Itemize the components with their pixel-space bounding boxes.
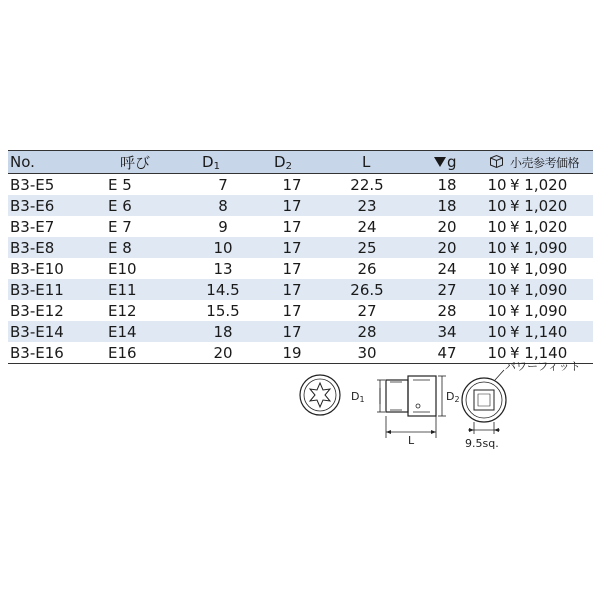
cell-d2: 17 (258, 279, 326, 300)
cell-price: ¥ 1,090 (510, 259, 568, 278)
cell-no: B3-E16 (8, 342, 106, 364)
cell-g: 18 (437, 175, 457, 194)
cell-no: B3-E10 (10, 259, 64, 278)
cell-d2: 17 (258, 195, 326, 216)
triangle-icon (434, 157, 446, 167)
cell-g: 34 (408, 321, 486, 342)
cell-yobi: E12 (108, 301, 137, 320)
cell-d1: 20 (188, 342, 258, 364)
socket-diagram (290, 360, 581, 460)
cell-d1: 10 (188, 237, 258, 258)
cell-l: 26 (357, 259, 377, 278)
cell-d2: 17 (282, 175, 302, 194)
cell-yobi: E 8 (106, 237, 188, 258)
header-qty (486, 151, 508, 174)
header-d1-sub: 1 (213, 160, 220, 172)
cell-d1: 18 (188, 321, 258, 342)
cell-d2: 17 (282, 217, 302, 236)
cell-qty: 10 (487, 322, 507, 341)
cell-g: 24 (437, 259, 457, 278)
label-d2: D2 (446, 390, 460, 404)
table-row (8, 321, 593, 342)
torx-end-view (300, 375, 340, 415)
header-l: L (326, 151, 408, 174)
cell-l: 23 (326, 195, 408, 216)
cell-yobi: E 7 (108, 217, 132, 236)
cell-no: B3-E5 (10, 175, 55, 194)
box-icon (489, 154, 504, 169)
cell-price: ¥ 1,020 (510, 175, 568, 194)
cell-no: B3-E7 (10, 217, 55, 236)
header-d2-sub: 2 (285, 160, 292, 172)
header-row (8, 151, 593, 174)
cell-d1: 7 (218, 175, 228, 194)
cell-d1: 15.5 (206, 301, 240, 320)
cell-no: B3-E6 (8, 195, 106, 216)
cell-d1: 13 (213, 259, 233, 278)
cell-l: 24 (357, 217, 377, 236)
header-g-text: g (447, 153, 457, 171)
cell-d1: 9 (218, 217, 228, 236)
cell-yobi: E16 (106, 342, 188, 364)
header-price: 小売参考価格 (508, 151, 593, 174)
cell-d2: 19 (258, 342, 326, 364)
cell-price: ¥ 1,090 (510, 301, 568, 320)
table-row (8, 174, 593, 196)
cell-l: 30 (326, 342, 408, 364)
cell-g: 20 (408, 237, 486, 258)
cell-price: ¥ 1,140 (508, 321, 593, 342)
cell-qty: 10 (487, 301, 507, 320)
cell-g: 47 (408, 342, 486, 364)
cell-price: ¥ 1,090 (508, 279, 593, 300)
table-row (8, 258, 593, 279)
header-no: No. (8, 151, 106, 174)
cell-no: B3-E12 (10, 301, 64, 320)
cell-price: ¥ 1,020 (510, 217, 568, 236)
cell-price: ¥ 1,020 (508, 195, 593, 216)
label-l: L (408, 434, 415, 447)
table-row (8, 237, 593, 258)
cell-yobi: E10 (108, 259, 137, 278)
table-row (8, 216, 593, 237)
cell-d1: 14.5 (188, 279, 258, 300)
cell-g: 20 (437, 217, 457, 236)
cell-d2: 17 (282, 259, 302, 278)
cell-l: 28 (326, 321, 408, 342)
cell-qty: 10 (487, 343, 507, 362)
label-square: 9.5sq. (465, 437, 499, 450)
label-d1: D1 (351, 390, 365, 404)
cell-yobi: E11 (106, 279, 188, 300)
cell-yobi: E 6 (106, 195, 188, 216)
spec-table (8, 150, 593, 364)
cell-d2: 17 (258, 321, 326, 342)
cell-d1: 8 (188, 195, 258, 216)
cell-yobi: E14 (106, 321, 188, 342)
cell-l: 26.5 (326, 279, 408, 300)
cell-d2: 17 (258, 237, 326, 258)
cell-qty: 10 (487, 175, 507, 194)
cell-l: 22.5 (350, 175, 384, 194)
cell-g: 27 (408, 279, 486, 300)
cell-l: 25 (326, 237, 408, 258)
cell-l: 27 (357, 301, 377, 320)
table-row (8, 279, 593, 300)
label-power-fit: パワーフィット (505, 360, 581, 373)
table-row (8, 195, 593, 216)
cell-d2: 17 (282, 301, 302, 320)
header-d2-text: D (274, 152, 286, 171)
header-d1-text: D (202, 152, 214, 171)
cell-no: B3-E11 (8, 279, 106, 300)
cell-g: 28 (437, 301, 457, 320)
header-yobi: 呼び (106, 151, 188, 174)
table-row (8, 300, 593, 321)
cell-qty: 10 (487, 280, 507, 299)
socket-side-view (377, 376, 446, 438)
header-d2 (258, 151, 326, 174)
square-drive-view (462, 370, 506, 434)
cell-price: ¥ 1,140 (508, 342, 593, 364)
cell-qty: 10 (487, 259, 507, 278)
cell-g: 18 (408, 195, 486, 216)
cell-qty: 10 (487, 217, 507, 236)
cell-qty: 10 (487, 196, 507, 215)
header-d1 (188, 151, 258, 174)
cell-no: B3-E14 (8, 321, 106, 342)
cell-no: B3-E8 (8, 237, 106, 258)
cell-price: ¥ 1,090 (508, 237, 593, 258)
header-g (408, 151, 486, 174)
cell-yobi: E 5 (108, 175, 132, 194)
cell-qty: 10 (487, 238, 507, 257)
